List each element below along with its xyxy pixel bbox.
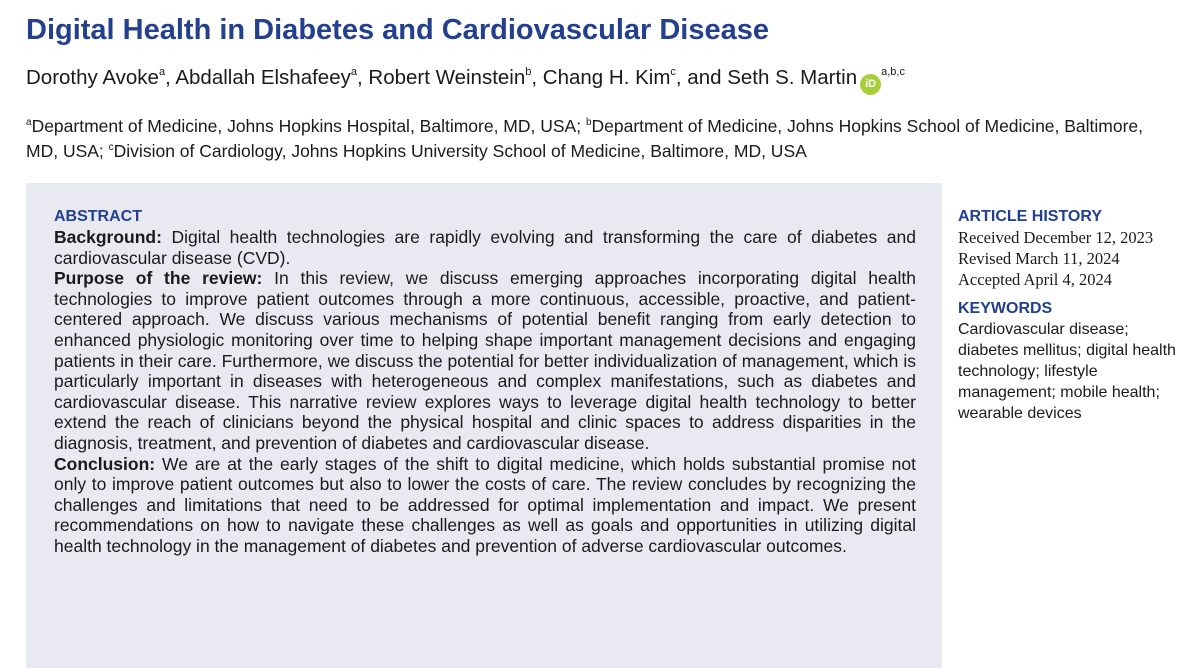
article-title: Digital Health in Diabetes and Cardiovascular Disease xyxy=(26,14,769,46)
revised-date: Revised March 11, 2024 xyxy=(958,249,1120,268)
author-name: Chang H. Kim xyxy=(542,66,671,89)
accepted-date: Accepted April 4, 2024 xyxy=(958,270,1112,289)
affiliations xyxy=(26,114,1176,164)
author-affiliation-mark: a xyxy=(158,66,166,78)
author-name: Seth S. Martin xyxy=(727,66,858,89)
author-separator: , xyxy=(165,66,176,89)
affiliation-mark: c xyxy=(108,142,114,153)
abstract-purpose xyxy=(54,268,916,453)
abstract-background xyxy=(54,227,916,268)
affiliation-text: Division of Cardiology, Johns Hopkins University School of Medicine, Baltimore, MD, USA xyxy=(113,141,807,161)
abstract-content xyxy=(54,207,916,557)
author-affiliation-mark: a xyxy=(350,66,357,78)
sidebar xyxy=(958,207,1188,424)
author-affiliation-mark: a,b,c xyxy=(881,66,905,78)
section-text: We are at the early stages of the shift to digital medicine, which holds substantial promise not only to improve patient outcomes but also to lower the costs of care. The review concludes by recognizing the challenges and limitations that need to be addressed for optimal implementation and impact. We present recommendations on how to navigate these challenges as well as goals and opportunities in utilizing digital health technology in the management of diabetes and prevention of adverse cardiovascular outcomes. xyxy=(54,453,916,556)
affiliation-mark: a xyxy=(26,117,32,128)
author-affiliation-mark: b xyxy=(525,66,532,78)
abstract-heading: ABSTRACT xyxy=(54,208,142,225)
affiliation-mark: b xyxy=(585,117,592,128)
author-name: Abdallah Elshafeey xyxy=(175,66,351,89)
section-text: In this review, we discuss emerging approaches incorporating digital health technologies to improve patient outcomes through a more continuous, accessible, proactive, and patient-centered approach. We discuss various mechanisms of potential benefit ranging from early detection to enhanced physiologic monitoring over time to helping shape important management decisions and engaging patients in their care. Furthermore, we discuss the potential for better individualization of management, which is particularly important in diseases with heterogeneous and complex manifestations, such as diabetes and cardiovascular disease. This narrative review explores ways to leverage digital health technology to better extend the reach of clinicians beyond the physical hospital and clinic spaces to address disparities in the diagnosis, treatment, and prevention of diabetes and cardiovascular disease. xyxy=(54,268,916,453)
article-history-heading: ARTICLE HISTORY xyxy=(958,208,1103,225)
author-separator: , xyxy=(531,66,543,89)
section-label: Conclusion: xyxy=(54,453,156,474)
abstract-box xyxy=(26,183,942,668)
author-name: Robert Weinstein xyxy=(368,66,526,89)
abstract-conclusion xyxy=(54,454,916,557)
author-separator: , xyxy=(356,66,369,89)
author-name: Dorothy Avoke xyxy=(26,66,159,89)
section-label: Background: xyxy=(54,227,162,247)
section-text: Digital health technologies are rapidly evolving and transforming the care of diabetes and cardiovascular disease (CVD). xyxy=(54,227,916,268)
section-label: Purpose of the review: xyxy=(54,268,263,289)
affiliation-text: Department of Medicine, Johns Hopkins School of Medicine, Baltimore, MD, USA; xyxy=(26,116,1144,161)
author-separator: , and xyxy=(675,66,728,89)
keywords-heading: KEYWORDS xyxy=(958,300,1053,317)
keywords-list: Cardiovascular disease; diabetes mellitus; digital health technology; lifestyle management; mobile health; wearable devices xyxy=(958,321,1176,422)
received-date: Received December 12, 2023 xyxy=(958,228,1154,247)
affiliation-text: Department of Medicine, Johns Hopkins Hospital, Baltimore, MD, USA; xyxy=(31,116,586,136)
author-list xyxy=(26,66,905,95)
orcid-icon[interactable]: iD xyxy=(860,74,881,95)
author-affiliation-mark: c xyxy=(670,66,676,78)
